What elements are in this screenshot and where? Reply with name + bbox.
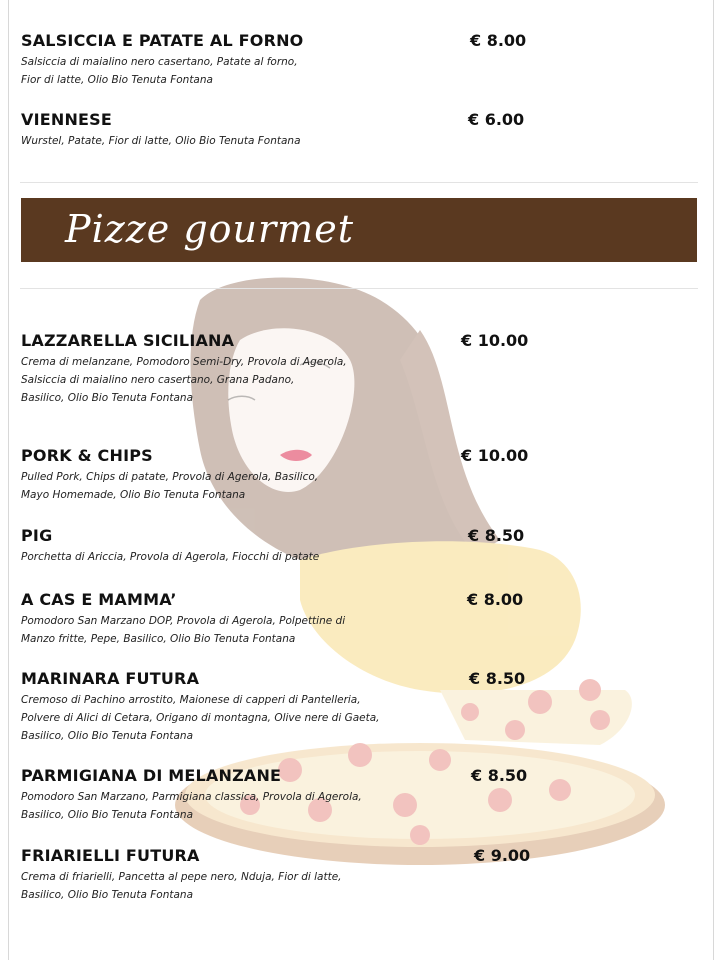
item-name: PIG [21, 526, 53, 545]
item-price: € 8.50 [469, 669, 526, 688]
item-price: € 9.00 [474, 846, 531, 865]
menu-item [21, 590, 541, 648]
section-title: Pizze gourmet [65, 207, 354, 251]
item-price: € 8.50 [471, 766, 528, 785]
item-price: € 8.00 [470, 31, 527, 50]
item-description: Pomodoro San Marzano, Parmigiana classica, Provola di Agerola, Basilico, Olio Bio Tenuta Fontana [21, 791, 362, 821]
item-name: SALSICCIA E PATATE AL FORNO [21, 31, 304, 50]
item-name: VIENNESE [21, 110, 113, 129]
item-description: Crema di melanzane, Pomodoro Semi-Dry, Provola di Agerola, Salsiccia di maialino nero casertano, Grana Padano, Basilico, Olio Bio Tenuta Fontana [21, 356, 347, 404]
item-name: FRIARIELLI FUTURA [21, 846, 200, 865]
item-name: PORK & CHIPS [21, 446, 153, 465]
item-name: A CAS E MAMMA’ [21, 590, 177, 609]
item-description: Salsiccia di maialino nero casertano, Patate al forno, Fior di latte, Olio Bio Tenuta Fontana [21, 56, 298, 86]
item-description: Wurstel, Patate, Fior di latte, Olio Bio Tenuta Fontana [21, 135, 301, 147]
item-price: € 10.00 [461, 331, 529, 350]
item-price: € 10.00 [461, 446, 529, 465]
item-description: Crema di friarielli, Pancetta al pepe nero, Nduja, Fior di latte, Basilico, Olio Bio Tenuta Fontana [21, 871, 342, 901]
section-banner [21, 198, 697, 262]
menu-item [21, 669, 541, 745]
item-description: Pulled Pork, Chips di patate, Provola di Agerola, Basilico, Mayo Homemade, Olio Bio Tenuta Fontana [21, 471, 319, 501]
item-name: MARINARA FUTURA [21, 669, 200, 688]
item-description: Cremoso di Pachino arrostito, Maionese di capperi di Pantelleria, Polvere di Alici di Cetara, Origano di montagna, Olive nere di Gaeta, Basilico, Olio Bio Tenuta Fontana [21, 694, 380, 742]
item-name: LAZZARELLA SICILIANA [21, 331, 235, 350]
menu-item [21, 766, 541, 824]
menu-item [21, 110, 541, 150]
item-description: Porchetta di Ariccia, Provola di Agerola, Fiocchi di patate [21, 551, 320, 563]
item-name: PARMIGIANA DI MELANZANE [21, 766, 282, 785]
divider [20, 182, 698, 183]
item-price: € 6.00 [468, 110, 525, 129]
menu-item [21, 31, 541, 89]
item-price: € 8.50 [468, 526, 525, 545]
divider [20, 288, 698, 289]
item-price: € 8.00 [467, 590, 524, 609]
item-description: Pomodoro San Marzano DOP, Provola di Agerola, Polpettine di Manzo fritte, Pepe, Basilico, Olio Bio Tenuta Fontana [21, 615, 346, 645]
menu-item [21, 846, 541, 904]
menu-item [21, 526, 541, 566]
